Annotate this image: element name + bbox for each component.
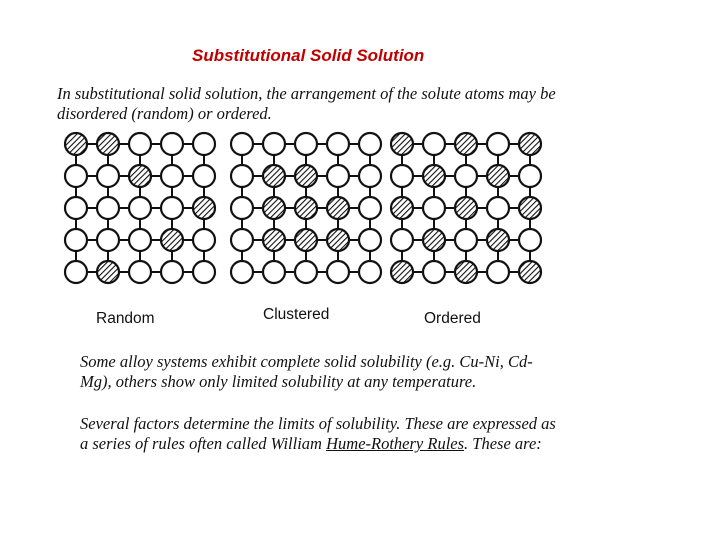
solvent-atom bbox=[359, 229, 381, 251]
solute-atom bbox=[263, 165, 285, 187]
solvent-atom bbox=[129, 261, 151, 283]
solvent-atom bbox=[263, 261, 285, 283]
solute-atom bbox=[65, 133, 87, 155]
factors-text: Several factors determine the limits of solubility. These are expressed as a series of rules often called William bbox=[80, 414, 556, 453]
solute-atom bbox=[327, 197, 349, 219]
solvent-atom bbox=[161, 165, 183, 187]
solute-atom bbox=[161, 229, 183, 251]
solute-atom bbox=[391, 261, 413, 283]
solvent-atom bbox=[65, 261, 87, 283]
solute-atom bbox=[487, 165, 509, 187]
lattice-clustered bbox=[231, 133, 381, 283]
solute-atom bbox=[519, 261, 541, 283]
solvent-atom bbox=[423, 197, 445, 219]
lattice-random bbox=[65, 133, 215, 283]
solvent-atom bbox=[161, 197, 183, 219]
solvent-atom bbox=[97, 197, 119, 219]
solute-atom bbox=[327, 229, 349, 251]
solvent-atom bbox=[231, 229, 253, 251]
solute-atom bbox=[519, 133, 541, 155]
solvent-atom bbox=[519, 229, 541, 251]
solvent-atom bbox=[391, 165, 413, 187]
lattice-ordered bbox=[391, 133, 541, 283]
solvent-atom bbox=[327, 261, 349, 283]
solvent-atom bbox=[487, 133, 509, 155]
solvent-atom bbox=[65, 165, 87, 187]
solvent-atom bbox=[193, 261, 215, 283]
solvent-atom bbox=[391, 229, 413, 251]
solvent-atom bbox=[519, 165, 541, 187]
solute-atom bbox=[129, 165, 151, 187]
solvent-atom bbox=[455, 229, 477, 251]
solute-atom bbox=[295, 165, 317, 187]
solute-atom bbox=[391, 197, 413, 219]
caption-clustered: Clustered bbox=[263, 306, 330, 323]
solvent-atom bbox=[359, 133, 381, 155]
intro-paragraph: In substitutional solid solution, the arrangement of the solute atoms may be disordered (random) or ordered. bbox=[57, 84, 556, 123]
solvent-atom bbox=[455, 165, 477, 187]
solvent-atom bbox=[129, 229, 151, 251]
solute-atom bbox=[455, 133, 477, 155]
solvent-atom bbox=[231, 133, 253, 155]
factors-text-end: . These are: bbox=[464, 434, 542, 453]
solvent-atom bbox=[423, 133, 445, 155]
solvent-atom bbox=[327, 165, 349, 187]
solute-atom bbox=[97, 261, 119, 283]
solute-atom bbox=[455, 197, 477, 219]
solvent-atom bbox=[97, 229, 119, 251]
solubility-paragraph: Some alloy systems exhibit complete solid solubility (e.g. Cu-Ni, Cd-Mg), others show only limited solubility at any temperature. bbox=[80, 352, 533, 391]
solvent-atom bbox=[193, 165, 215, 187]
solute-atom bbox=[263, 197, 285, 219]
solvent-atom bbox=[193, 229, 215, 251]
solute-atom bbox=[487, 229, 509, 251]
solvent-atom bbox=[231, 197, 253, 219]
solvent-atom bbox=[65, 229, 87, 251]
solvent-atom bbox=[231, 261, 253, 283]
solvent-atom bbox=[193, 133, 215, 155]
solute-atom bbox=[263, 229, 285, 251]
solute-atom bbox=[193, 197, 215, 219]
solute-atom bbox=[295, 197, 317, 219]
solvent-atom bbox=[295, 261, 317, 283]
solute-atom bbox=[391, 133, 413, 155]
lattice-diagrams bbox=[56, 126, 556, 306]
solvent-atom bbox=[359, 261, 381, 283]
factors-paragraph bbox=[80, 414, 560, 454]
solvent-atom bbox=[359, 165, 381, 187]
solvent-atom bbox=[423, 261, 445, 283]
solvent-atom bbox=[65, 197, 87, 219]
solute-atom bbox=[455, 261, 477, 283]
solvent-atom bbox=[161, 261, 183, 283]
solute-atom bbox=[519, 197, 541, 219]
solvent-atom bbox=[129, 197, 151, 219]
solvent-atom bbox=[231, 165, 253, 187]
solvent-atom bbox=[263, 133, 285, 155]
hume-rothery-rules-link: Hume-Rothery Rules bbox=[326, 434, 465, 453]
solute-atom bbox=[423, 165, 445, 187]
solvent-atom bbox=[359, 197, 381, 219]
solvent-atom bbox=[129, 133, 151, 155]
solvent-atom bbox=[487, 261, 509, 283]
solvent-atom bbox=[295, 133, 317, 155]
caption-random: Random bbox=[96, 310, 155, 327]
solvent-atom bbox=[97, 165, 119, 187]
caption-ordered: Ordered bbox=[424, 310, 481, 327]
solvent-atom bbox=[161, 133, 183, 155]
solute-atom bbox=[423, 229, 445, 251]
solute-atom bbox=[97, 133, 119, 155]
solvent-atom bbox=[487, 197, 509, 219]
solute-atom bbox=[295, 229, 317, 251]
slide-title: Substitutional Solid Solution bbox=[192, 46, 425, 65]
solvent-atom bbox=[327, 133, 349, 155]
